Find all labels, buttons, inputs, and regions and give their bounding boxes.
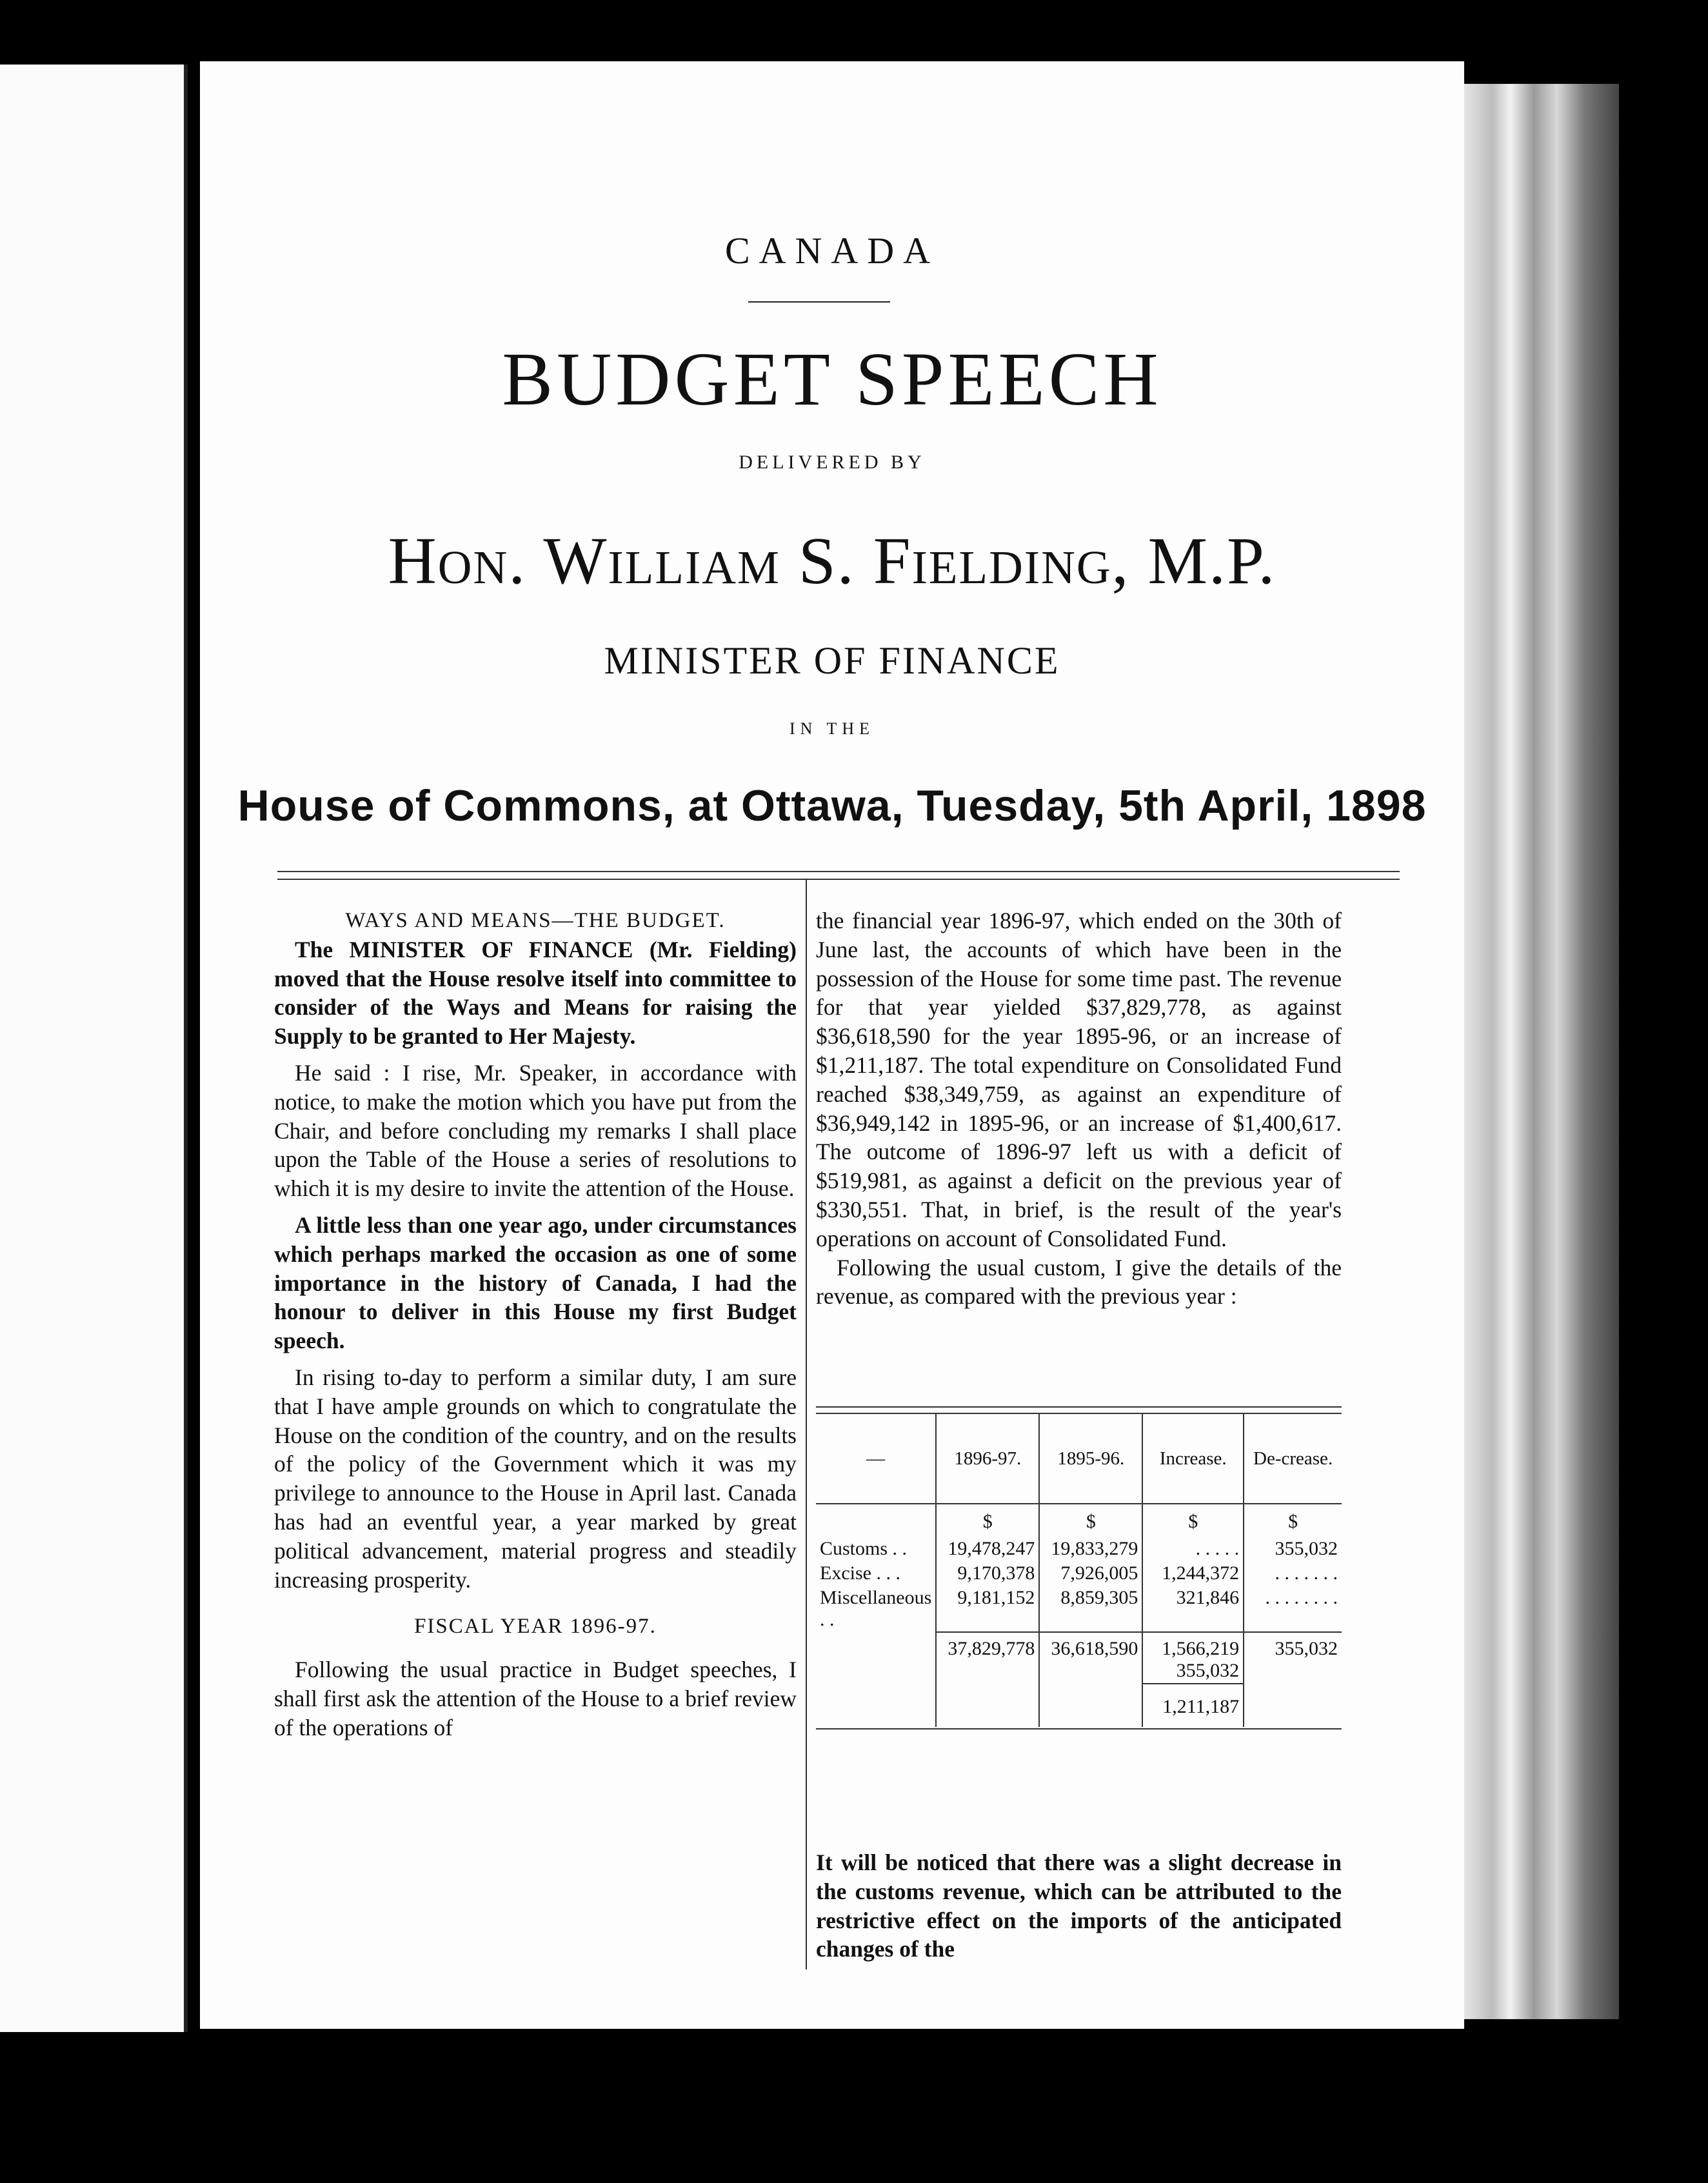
paragraph: [274, 935, 797, 1051]
section-heading: WAYS AND MEANS—THE BUDGET.: [345, 909, 726, 932]
section-heading: FISCAL YEAR 1896-97.: [414, 1615, 657, 1639]
double-rule: [277, 871, 1400, 880]
table-cell: 9,170,378: [936, 1561, 1039, 1586]
motion-text: (Mr. Fielding) moved that the House resolve itself into committee to consider of the Ways and Means for raising the Supply to be granted to Her Majesty.: [274, 936, 797, 1050]
title-divider: [748, 301, 890, 303]
paragraph: the financial year 1896-97, which ended on the 30th of June last, the accounts of which have been in the possession of the House for some time past. The revenue for that year yielded $37,829,778, as against $36,618,590 for the year 1895-96, or an increase of $1,211,187. The total expenditure on Consolidated Fund reached $38,349,759, as against an expenditure of $36,949,142 in 1895-96, or an increase of $1,400,617. The outcome of 1896-97 left us with a deficit of $519,981, as against a deficit on the previous year of $330,551. That, in brief, is the result of the year's operations on account of Consolidated Fund.: [816, 908, 1342, 1251]
table-cell: $: [1244, 1504, 1342, 1537]
table-cell: 37,829,778: [936, 1632, 1039, 1684]
table-row: [816, 1537, 1342, 1561]
speaker-name: Hon. William S. Fielding, M.P.: [388, 524, 1276, 598]
book-page-edges: [1464, 84, 1619, 2019]
table-cell: 1,244,372: [1142, 1561, 1244, 1586]
total-increase: 1,566,219: [1162, 1638, 1240, 1659]
document-title: BUDGET SPEECH: [502, 337, 1162, 421]
table-cell: $: [936, 1504, 1039, 1537]
paragraph: Following the usual practice in Budget speeches, I shall first ask the attention of the House to a brief review of the operations of: [274, 1657, 797, 1740]
right-column-continued: [816, 1848, 1342, 1964]
table-currency-row: [816, 1504, 1342, 1537]
table-cell: 355,032: [1244, 1537, 1342, 1561]
paragraph: It will be noticed that there was a slight decrease in the customs revenue, which can be attributed to the restrictive effect on the imports of the anticipated changes of the: [816, 1849, 1342, 1962]
table-cell: [816, 1504, 936, 1537]
paragraph: He said : I rise, Mr. Speaker, in accordance with notice, to make the motion which you have put from the Chair, and before concluding my remarks I shall place upon the Table of the House a series of resolutions to which it is my desire to invite the attention of the House.: [274, 1059, 797, 1202]
net-increase-cell: 1,211,187: [1142, 1684, 1244, 1727]
table-cell: 36,618,590: [1039, 1632, 1142, 1684]
paragraph: Following the usual custom, I give the details of the revenue, as compared with the previous year :: [816, 1254, 1342, 1310]
in-the-label: IN THE: [789, 719, 875, 738]
table-cell: 19,478,247: [936, 1537, 1039, 1561]
table-header-cell: 1895-96.: [1039, 1414, 1142, 1504]
document-page: [200, 61, 1464, 2029]
table-cell: Excise . . .: [820, 1562, 900, 1584]
table-cell: Miscellaneous . .: [820, 1587, 932, 1630]
delivered-by-label: DELIVERED BY: [739, 452, 926, 473]
table-cell: . . . . .: [1142, 1537, 1244, 1561]
table-header-cell: 1896-97.: [936, 1414, 1039, 1504]
facing-page: [0, 65, 188, 2032]
table-total-row: [816, 1632, 1342, 1684]
table-cell: Customs . .: [820, 1538, 908, 1559]
right-column: [816, 906, 1342, 1311]
table-header-cell: —: [816, 1414, 936, 1504]
table-cell: 321,846: [1142, 1586, 1244, 1632]
speaker-office: MINISTER OF FINANCE: [604, 639, 1060, 682]
table-cell: 8,859,305: [1039, 1586, 1142, 1632]
table-cell: [1142, 1632, 1244, 1684]
table-header-cell: De-crease.: [1244, 1414, 1342, 1504]
table-cell: 9,181,152: [936, 1586, 1039, 1632]
table-header-cell: Increase.: [1142, 1414, 1244, 1504]
country-heading: CANADA: [724, 230, 940, 272]
table-cell: 355,032: [1244, 1632, 1342, 1684]
table-row: [816, 1586, 1342, 1632]
table-cell: 19,833,279: [1039, 1537, 1142, 1561]
table-top-rule: [816, 1406, 1342, 1414]
revenue-table: [816, 1406, 1342, 1729]
venue-line: House of Commons, at Ottawa, Tuesday, 5th April, 1898: [237, 781, 1427, 830]
table-row: [816, 1561, 1342, 1586]
paragraph: In rising to-day to perform a similar duty, I am sure that I have ample grounds on which to congratulate the House on the condition of the country, and on the results of the policy of the Government which it was my privilege to announce to the House in April last. Canada has had an eventful year, a year marked by great political advancement, material progress and steadily increasing prosperity.: [274, 1364, 797, 1593]
speaker-label: The MINISTER OF FINANCE: [295, 936, 633, 962]
table-cell: 7,926,005: [1039, 1561, 1142, 1586]
total-decrease-offset: 355,032: [1176, 1660, 1240, 1681]
left-column: [274, 906, 797, 1742]
table-cell: . . . . . . . .: [1244, 1586, 1342, 1632]
table-cell: $: [1142, 1504, 1244, 1537]
paragraph: A little less than one year ago, under circumstances which perhaps marked the occasion as one of some importance in the history of Canada, I had the honour to deliver in this House my first Budget speech.: [274, 1211, 797, 1354]
table-cell: $: [1039, 1504, 1142, 1537]
table-bottom-rule: [816, 1728, 1342, 1729]
table-net-row: [816, 1684, 1342, 1727]
table-cell: [816, 1632, 936, 1684]
column-divider: [806, 879, 807, 1969]
table-header-row: [816, 1414, 1342, 1504]
table-cell: . . . . . . .: [1244, 1561, 1342, 1586]
